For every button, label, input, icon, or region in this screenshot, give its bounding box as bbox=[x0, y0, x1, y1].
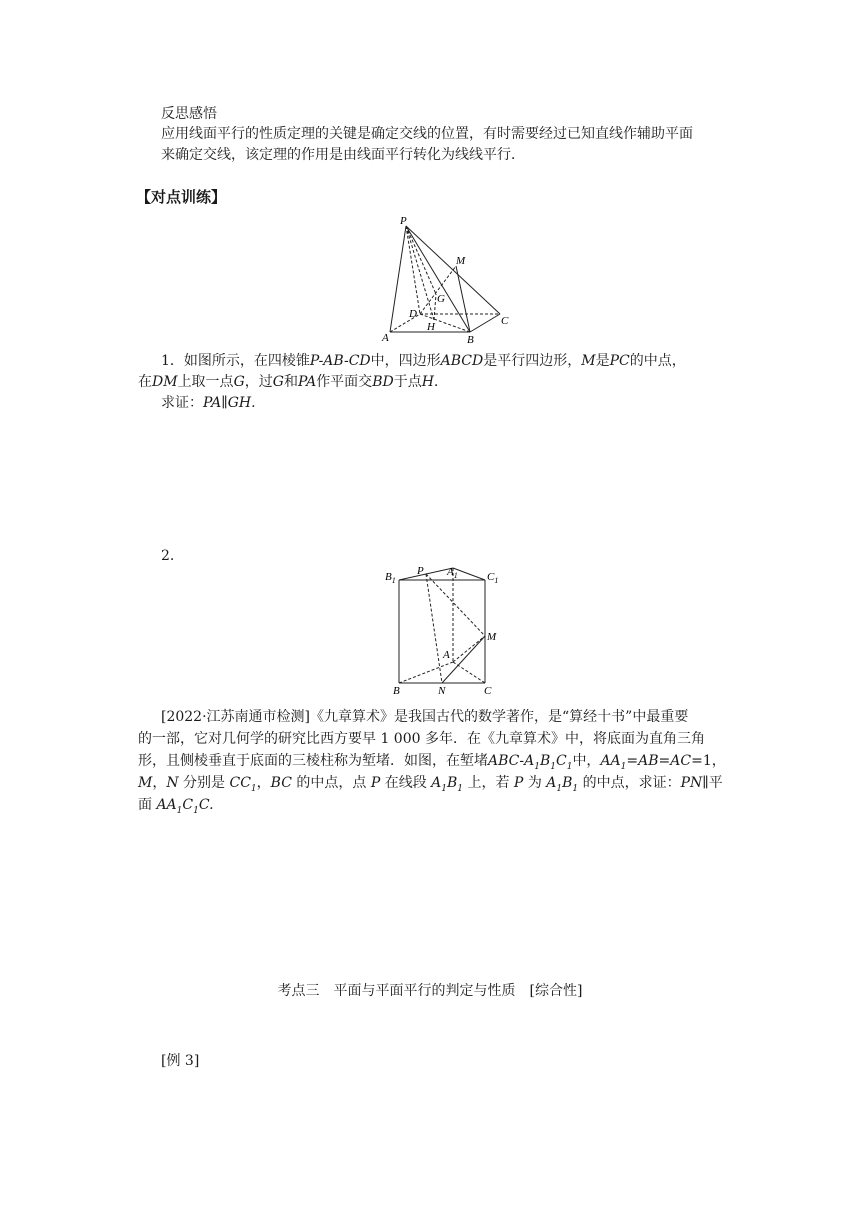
q2-text: 平 bbox=[708, 775, 723, 791]
example-3-label: [例 3] bbox=[161, 1053, 200, 1069]
edge-PA bbox=[390, 226, 406, 332]
question-2-number: 2. bbox=[161, 548, 175, 564]
label-M: M bbox=[456, 255, 466, 267]
q2-text: 的中点，点 bbox=[296, 775, 367, 791]
q1-var: P-AB-CD bbox=[309, 353, 371, 369]
label-M: M bbox=[487, 631, 497, 643]
edge-PH bbox=[406, 226, 434, 320]
label-C: C bbox=[501, 315, 509, 327]
q1-var: PA bbox=[297, 374, 317, 390]
q1-text: . bbox=[433, 374, 439, 390]
q2-equal-edges: $AA_1=AB=AC$ bbox=[600, 753, 692, 772]
edge-PD bbox=[406, 226, 420, 314]
question-1-line-1 bbox=[161, 351, 736, 372]
edge-PC bbox=[406, 226, 500, 314]
question-1-line-2 bbox=[138, 372, 438, 393]
q2-text: 为 bbox=[527, 775, 542, 791]
question-1-prove bbox=[161, 393, 256, 414]
q2-segments: $CC_1$ bbox=[225, 775, 257, 794]
q1-text: 于点 bbox=[393, 374, 422, 390]
section-3-heading: 考点三 平面与平面平行的判定与性质 [综合性] bbox=[277, 983, 583, 999]
q2-text: 中， bbox=[572, 753, 601, 769]
q1-text: 作平面交 bbox=[316, 374, 373, 390]
q2-text: 分别是 bbox=[183, 775, 226, 791]
q2-p: P bbox=[366, 775, 385, 791]
q2-a1b1-2: $A_1B_1$ bbox=[541, 775, 579, 794]
edge-BM bbox=[456, 266, 470, 332]
q1-text: 是平行四边形， bbox=[483, 353, 582, 369]
label-A: A bbox=[382, 332, 389, 344]
label-C: C bbox=[484, 685, 492, 697]
q1-var: G bbox=[272, 374, 284, 390]
label-H: H bbox=[427, 321, 435, 333]
edge-AM bbox=[453, 636, 485, 662]
question-2-line-5 bbox=[138, 794, 214, 822]
prism-figure bbox=[385, 564, 503, 698]
reflection-line-2: 来确定交线，该定理的作用是由线面平行转化为线线平行． bbox=[161, 147, 525, 163]
q2-parallel: ∥ bbox=[702, 775, 709, 791]
question-2-line-4 bbox=[138, 772, 723, 800]
q2-comma: ， bbox=[152, 775, 167, 791]
label-B: B bbox=[393, 685, 400, 697]
label-B1: $B_1$ bbox=[385, 571, 396, 585]
q1-var: M bbox=[581, 353, 596, 369]
label-N: N bbox=[438, 685, 446, 697]
reflection-title: 反思感悟 bbox=[161, 106, 217, 122]
prove-label: 求证： bbox=[161, 395, 203, 411]
pyramid-figure bbox=[378, 214, 514, 344]
q1-var: H bbox=[421, 374, 434, 390]
edge-PM bbox=[426, 574, 485, 636]
q2-bc: BC bbox=[270, 775, 297, 791]
q1-text: 的中点， bbox=[629, 353, 686, 369]
q2-points: M bbox=[138, 775, 153, 791]
prove-statement: PA∥GH. bbox=[203, 395, 256, 411]
label-A: A bbox=[443, 649, 450, 661]
q1-text: 在 bbox=[138, 374, 152, 390]
edge-HG bbox=[434, 294, 436, 320]
label-C1: $C_1$ bbox=[487, 571, 499, 585]
q1-text: ，过 bbox=[244, 374, 273, 390]
training-heading: 【对点训练】 bbox=[136, 188, 227, 206]
edge-A1C1 bbox=[453, 568, 485, 580]
q2-a1b1: $A_1B_1$ bbox=[426, 775, 464, 794]
q2-text: 上，若 bbox=[467, 775, 510, 791]
label-P: P bbox=[400, 215, 407, 227]
q1-text: 和 bbox=[283, 374, 298, 390]
q1-number: 1． bbox=[161, 353, 184, 369]
q2-text: 形，且侧棱垂直于底面的三棱柱称为堑堵．如图，在堑堵 bbox=[138, 753, 488, 769]
q1-text: 中，四边形 bbox=[370, 353, 441, 369]
q2-prism-name: ABC-$A_1B_1C_1$ bbox=[488, 753, 573, 772]
question-2-line-1: [2022·江苏南通市检测]《九章算术》是我国古代的数学著作，是“算经十书”中最重要 bbox=[161, 709, 689, 725]
q2-point-n: N bbox=[166, 775, 184, 791]
q1-var: ABCD bbox=[440, 353, 484, 369]
q2-comma: ， bbox=[256, 775, 271, 791]
q2-pn: PN bbox=[680, 775, 703, 791]
q1-text: 是 bbox=[595, 353, 610, 369]
edge-PN bbox=[426, 574, 442, 683]
q1-var: G bbox=[233, 374, 245, 390]
label-D: D bbox=[409, 308, 417, 320]
q1-var: PC bbox=[609, 353, 630, 369]
label-A1: $A_1$ bbox=[447, 566, 458, 580]
q2-text: 面 bbox=[138, 797, 152, 813]
q1-var: DM bbox=[152, 374, 178, 390]
q2-p2: P bbox=[509, 775, 528, 791]
label-P: P bbox=[417, 565, 424, 577]
q2-text: 在线段 bbox=[384, 775, 427, 791]
q1-text: 上取一点 bbox=[177, 374, 234, 390]
q1-var: BD bbox=[372, 374, 394, 390]
edge-PG bbox=[406, 226, 436, 294]
edge-AC bbox=[453, 662, 485, 683]
q2-plane: $AA_1C_1C$. bbox=[152, 797, 214, 816]
question-2-line-2: 的一部，它对几何学的研究比西方要早 1 000 多年．在《九章算术》中，将底面为直角三角 bbox=[138, 731, 705, 747]
label-B: B bbox=[467, 334, 474, 344]
q1-text: 如图所示，在四棱锥 bbox=[183, 353, 310, 369]
q2-text: =1， bbox=[691, 753, 726, 769]
edge-BC bbox=[470, 314, 500, 332]
label-G: G bbox=[437, 293, 445, 305]
reflection-line-1: 应用线面平行的性质定理的关键是确定交线的位置，有时需要经过已知直线作辅助平面 bbox=[161, 126, 693, 142]
q2-text: 的中点，求证： bbox=[582, 775, 681, 791]
